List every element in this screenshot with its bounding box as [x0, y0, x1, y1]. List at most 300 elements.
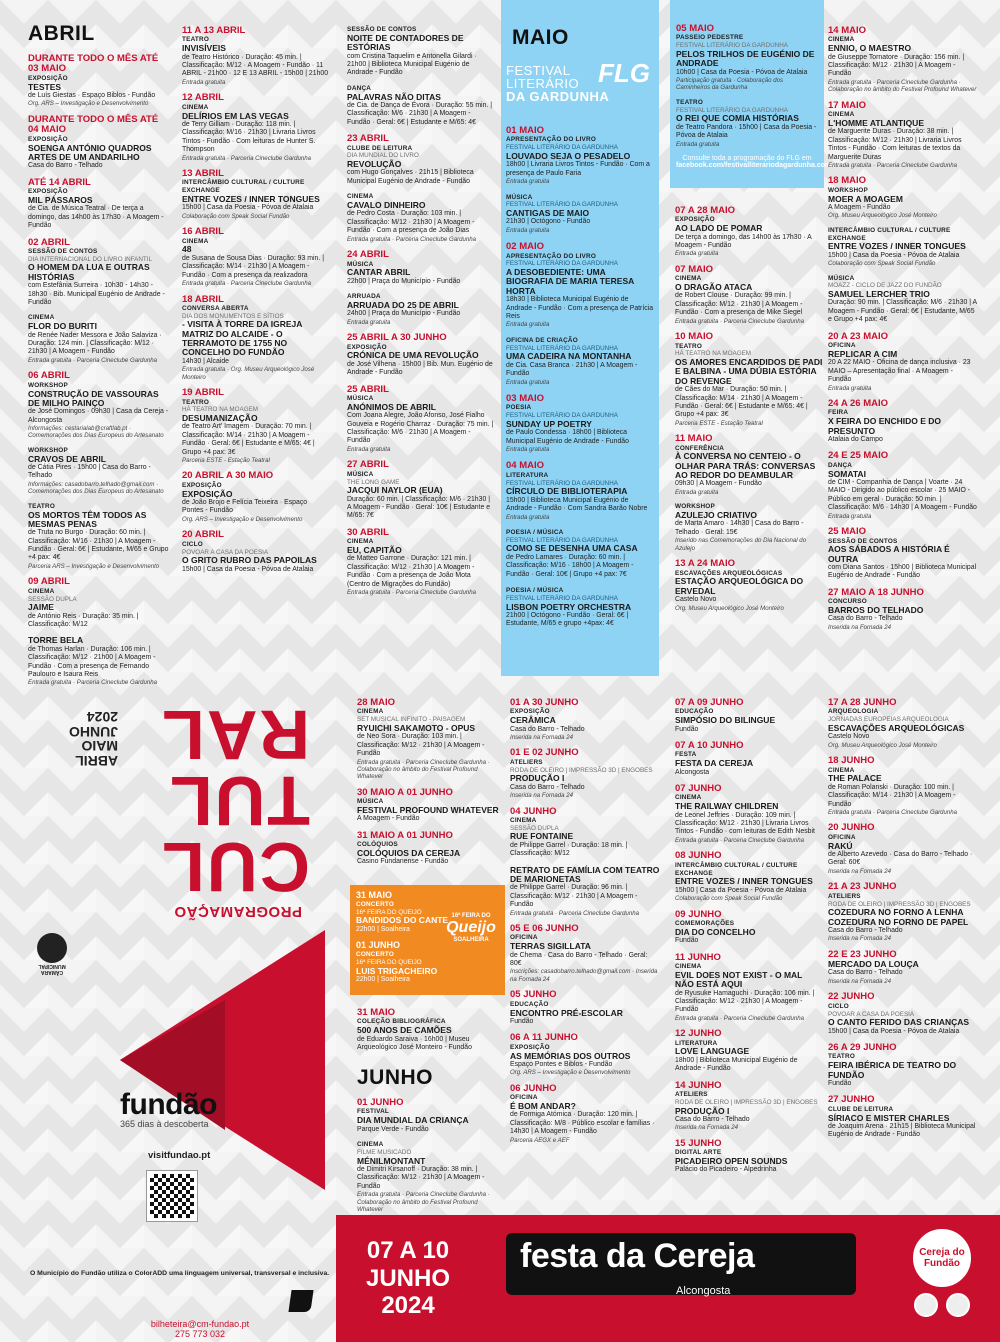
event-item — [828, 756, 978, 816]
event-info: de Paulo Condessa · 18h00 | Biblioteca Municipal Eugénio de Andrade - Fundão — [506, 429, 629, 445]
event-extra: Entrada gratuita · Parceria Cineclube Gardunha — [347, 235, 477, 243]
event-item — [828, 992, 978, 1036]
event-info: com Diana Santos · 15h00 | Biblioteca Municipal Eugénio de Andrade - Fundão — [828, 564, 977, 580]
event-item — [506, 529, 654, 579]
event-category: CINEMA — [675, 963, 702, 971]
bilheteira-email[interactable]: bilheteira@cm-fundao.pt — [150, 1319, 250, 1329]
queijo-logo: 16ª FEIRA DO Queijo SOALHEIRA — [446, 913, 496, 943]
event-title: L'HOMME ATLANTIQUE — [828, 117, 924, 128]
event-category: TEATRO — [182, 398, 209, 406]
event-extra: Inserido nas Comemorações do Dia Nacional do Azulejo — [675, 537, 807, 552]
event-title: ENTRE VOZES / INNER TONGUES — [675, 876, 813, 887]
event-title: INVISÍVEIS — [182, 43, 226, 54]
event-extra: Entrada gratuita — [828, 384, 872, 392]
event-date: 17 A 28 JUNHO — [828, 697, 897, 708]
event-item — [28, 178, 170, 231]
event-date: 14 JUNHO — [675, 1079, 722, 1091]
event-date: 03 MAIO — [506, 392, 545, 404]
event-item — [675, 1081, 823, 1132]
event-item — [675, 741, 823, 777]
event-extra: Entrada gratuita · Parceria Cineclube Gardunha — [182, 154, 312, 162]
event-title: TORRE BELA — [28, 635, 84, 646]
event-title: - VISITA À TORRE DA IGREJA MATRIZ DO ALCAIDE - O TERRAMOTO DE 1755 NO CONCELHO DO FUNDÃO — [182, 319, 303, 358]
flg-maio-panel — [501, 0, 659, 676]
event-info: 15h00 | Casa da Poesia - Póvoa de Atalaia — [828, 251, 960, 259]
year-month-3: JUNHO — [68, 723, 118, 740]
event-date: 07 A 28 MAIO — [675, 205, 736, 216]
event-date: 17 MAIO — [828, 99, 867, 111]
event-category: CLUBE DE LEITURA — [347, 144, 413, 152]
event-item — [675, 784, 823, 844]
event-extra: Colaboração com Speak Social Fundão — [828, 260, 936, 268]
event-date: 20 A 23 MAIO — [828, 330, 889, 342]
event-title: FESTA DA CEREJA — [675, 758, 754, 769]
event-category: CINEMA — [510, 816, 537, 824]
event-category: POESIA / MÚSICA — [506, 529, 564, 536]
event-info: Atalaia do Campo — [828, 435, 883, 443]
event-category: CONCERTO — [356, 951, 395, 959]
event-category: CINEMA — [28, 314, 55, 322]
event-extra: Entrada gratuita · Parceria Cineclube Gardunha — [828, 808, 958, 816]
event-date: DURANTE TODO O MÊS ATÉ 04 MAIO — [28, 113, 159, 136]
event-extra: Entrada gratuita — [675, 250, 719, 258]
event-title: DELÍRIOS EM LAS VEGAS — [182, 110, 289, 121]
col-abril-3 — [347, 26, 495, 666]
event-item — [28, 636, 170, 686]
event-category: ESCAVAÇÕES ARQUEOLÓGICAS — [675, 569, 783, 577]
event-info: 14h30 | Alcaide — [182, 357, 229, 365]
event-info: 18h00 | Biblioteca Municipal Eugénio de Andrade - Fundão — [675, 1056, 798, 1073]
event-title: A DESOBEDIENTE: UMA BIOGRAFIA DE MARIA TERESA HORTA — [506, 267, 634, 296]
event-extra: Entrada gratuita — [828, 512, 872, 520]
event-date: 23 ABRIL — [347, 133, 389, 145]
event-info: Casa do Barro - Telhado — [828, 615, 903, 623]
event-date: 24 E 25 MAIO — [828, 450, 889, 462]
event-info: 24h00 | Praça do Município - Fundão — [347, 310, 461, 318]
event-category: APRESENTAÇÃO DO LIVRO — [506, 252, 597, 260]
event-date: 19 ABRIL — [182, 387, 224, 399]
event-info: Duração: 60 min. | Classificação: M/6 · 21h30 | A Moagem - Fundão · Geral: 10€ | Estudante e M/65: 7€ — [347, 495, 491, 520]
event-category: OFICINA — [510, 934, 538, 942]
event-category: MÚSICA — [506, 193, 533, 201]
event-item — [182, 169, 330, 220]
event-title: FLOR DO BURITI — [28, 321, 97, 332]
event-item — [510, 698, 660, 741]
event-subtitle: FESTIVAL LITERÁRIO DA GARDUNHA — [506, 594, 618, 602]
event-item — [347, 528, 495, 597]
event-item — [828, 176, 978, 219]
event-title: THE PALACE — [828, 773, 882, 784]
event-info: de Eduardo Saraiva · 16h00 | Museu Arqueológico José Monteiro - Fundão — [357, 1035, 472, 1052]
event-extra: Inscrições: casadobarro.telhado@gmail.com · Inserida na Fornada 24 — [510, 968, 658, 983]
event-extra: Entrada gratuita · Parceria Cineclube Gardunha — [675, 317, 805, 325]
event-category: EXPOSIÇÃO — [28, 188, 68, 196]
event-extra: Org. ARS – Investigação e Desenvolvimento — [28, 100, 149, 108]
event-info: Espaço Pontes e Biblos - Fundão — [510, 1060, 613, 1068]
event-category: APRESENTAÇÃO DO LIVRO — [506, 136, 597, 144]
event-extra: Entrada gratuita — [347, 318, 391, 326]
event-title: THE RAILWAY CHILDREN — [675, 801, 779, 812]
cereja-badge: Cereja do Fundão — [913, 1229, 971, 1287]
event-info: de Susana de Sousa Dias · Duração: 93 min. | Classificação: M/14 · 21h30 | A Moagem - Fundão · Com a presença da realizadora — [182, 254, 324, 279]
event-category: ATELIERS — [510, 758, 543, 766]
event-category: CICLO — [182, 540, 203, 548]
event-item — [347, 85, 495, 127]
event-category: DANÇA — [828, 461, 853, 469]
event-date: 06 A 11 JUNHO — [510, 1032, 578, 1044]
event-info: 21h00 | Octógono - Fundão · Geral: 6€ | Estudante, M/65 e grupo +4pax: 4€ — [506, 611, 629, 628]
event-subtitle: SESSÃO DUPLA — [510, 824, 559, 832]
event-item — [357, 831, 505, 867]
event-title: ENTRE VOZES / INNER TONGUES — [828, 241, 966, 252]
event-subtitle: FESTIVAL LITERÁRIO DA GARDUNHA — [676, 106, 788, 114]
event-category: INTERCÂMBIO CULTURAL / CULTURE EXCHANGE — [828, 226, 951, 242]
event-date: 22 JUNHO — [828, 991, 875, 1003]
visit-link[interactable]: visitfundao.pt — [148, 1150, 211, 1161]
event-date: 27 ABRIL — [347, 459, 389, 471]
event-date: 20 ABRIL A 30 MAIO — [182, 470, 274, 482]
event-date: ATÉ 14 ABRIL — [28, 176, 91, 188]
event-item — [828, 527, 978, 581]
col-junho-1 — [357, 1066, 505, 1216]
event-date: 01 JUNHO — [357, 1097, 404, 1108]
event-category: CONVERSA ABERTA — [182, 304, 249, 312]
event-info: 15h00 | Casa da Poesia - Póvoa de Atalaia — [828, 1027, 960, 1035]
event-category: TEATRO — [828, 1053, 855, 1061]
event-extra: Inserida na Fornada 24 — [828, 977, 892, 985]
event-title: DIA DO CONCELHO — [675, 926, 756, 937]
event-category: CINEMA — [828, 766, 855, 774]
event-title: LOUVADO SEJA O PESADELO — [506, 150, 631, 161]
event-item — [506, 394, 654, 454]
festa-location: Alcongosta — [676, 1285, 731, 1297]
event-info: de Terry Gilliam · Duração: 118 min. | Classificação: M/16 · 21h30 | Livraria Livros Tintos - Fundão · Com leituras de Hunter S. Thompson — [182, 120, 316, 154]
event-item — [28, 371, 170, 440]
event-title: PELOS TRILHOS DE EUGÉNIO DE ANDRADE — [676, 48, 815, 69]
event-category: CINEMA — [828, 36, 855, 44]
event-subtitle: RODA DE OLEIRO | IMPRESSÃO 3D | ENGOBES — [510, 766, 653, 774]
event-category: WORKSHOP — [28, 446, 68, 454]
event-title: BARROS DO TELHADO — [828, 605, 924, 616]
event-item — [675, 910, 823, 946]
col-junho-4 — [828, 698, 978, 1213]
event-category: INTERCÂMBIO CULTURAL / CULTURE EXCHANGE — [675, 861, 798, 877]
event-item — [357, 1008, 505, 1052]
event-item — [347, 193, 495, 243]
event-subtitle: MOAZZ - CICLO DE JAZZ DO FUNDÃO — [828, 282, 942, 290]
event-category: FESTA — [675, 751, 697, 759]
event-title: PRODUÇÃO I — [675, 1105, 730, 1116]
fundao-logo: fundão 365 dias à descoberta — [120, 1088, 217, 1129]
event-title: O GRITO RUBRO DAS PAPOILAS — [182, 555, 317, 566]
event-item — [675, 1139, 823, 1175]
event-title: PRODUÇÃO I — [510, 773, 565, 784]
event-info: Casa do Barro - Telhado — [675, 1115, 750, 1123]
event-category: TEATRO — [675, 342, 702, 350]
event-date: 26 A 29 JUNHO — [828, 1042, 897, 1054]
event-extra: Entrada gratuita — [675, 488, 719, 496]
event-item — [182, 26, 330, 86]
event-subtitle: FESTIVAL LITERÁRIO DA GARDUNHA — [506, 201, 618, 209]
event-category: COLÓQUIOS — [357, 841, 398, 849]
event-extra: Entrada gratuita · Parceria Cineclube Gardunha · Colaboração no âmbito do Festival Profound Whatever — [357, 1191, 490, 1213]
event-category: EXPOSIÇÃO — [28, 74, 68, 82]
event-item — [506, 126, 654, 186]
event-title: OS AMORES ENCARDIDOS DE PADI E BALBINA - UMA DÚBIA ESTÓRIA DO REVENGE — [675, 357, 823, 386]
event-title: COZEDURA NO FORNO A LENHA COZEDURA NO FORNO DE PAPEL — [828, 907, 969, 927]
event-title: DESUMANIZAÇÃO — [182, 413, 258, 423]
event-info: Fundão — [675, 937, 699, 945]
event-date: 11 JUNHO — [675, 951, 721, 963]
event-category: FEIRA — [828, 409, 849, 417]
event-info: 22h00 | Praça do Município - Fundão — [347, 277, 461, 285]
event-category: CINEMA — [357, 708, 384, 716]
flg-logo-text: FESTIVAL LITERÁRIO DA GARDUNHA — [506, 63, 610, 104]
event-item — [828, 451, 978, 520]
event-title: O HOMEM DA LUA E OUTRAS HISTÓRIAS — [28, 262, 150, 282]
event-date: 13 ABRIL — [182, 167, 224, 179]
event-date: 07 A 10 JUNHO — [675, 740, 744, 752]
event-title: RETRATO DE FAMÍLIA COM TEATRO DE MARIONETAS — [510, 864, 660, 884]
event-item — [828, 823, 978, 875]
event-extra: Entrada gratuita · Parceria Cineclube Gardunha — [182, 280, 312, 288]
qr-code[interactable] — [146, 1170, 198, 1222]
festa-cereja-banner — [336, 1215, 1000, 1342]
event-info: de Ryusuke Hamaguchi · Duração: 106 min. | Classificação: M/12 · 21h30 | A Moagem - Fundão — [675, 989, 815, 1014]
event-date: 20 JUNHO — [828, 822, 875, 834]
event-title: EVIL DOES NOT EXIST - O MAL NÃO ESTÁ AQUI — [675, 969, 803, 990]
event-extra: Inserida na Fornada 24 — [510, 734, 574, 742]
event-date: 30 MAIO A 01 JUNHO — [357, 786, 453, 798]
event-info: 10h00 | Casa da Poesia - Póvoa de Atalaia — [676, 68, 808, 76]
event-info: de Cães do Mar · Duração: 50 min. | Classificação: M/14 · 21h30 | A Moagem - Fundão · Geral: 6€ | Estudante e M/65: 4€ | Grupo +4 pax: 3€ — [675, 386, 808, 419]
event-date: 27 MAIO A 18 JUNHO — [828, 586, 924, 598]
event-info: com Hugo Gonçalves · 21h15 | Biblioteca Municipal Eugénio de Andrade - Fundão — [347, 169, 474, 185]
event-info: 18h00 | Livraria Livros Tintos - Fundão · Com a presença de Paulo Faria — [506, 161, 650, 177]
coloradd-disclaimer: O Município do Fundão utiliza o ColorADD uma linguagem universal, transversal e inclusiva. — [30, 1270, 330, 1277]
event-item — [675, 503, 823, 552]
event-title: PICADEIRO OPEN SOUNDS — [675, 1156, 788, 1166]
col-abril-2 — [182, 26, 330, 666]
event-category: OFICINA — [510, 1094, 538, 1102]
event-extra: Inserida na Fornada 24 — [510, 792, 574, 800]
event-title: COMO SE DESENHA UMA CASA — [506, 543, 638, 554]
event-subtitle: THE LONG GAME — [347, 478, 400, 486]
year-number: 2024 — [86, 708, 118, 725]
event-info: com Estefânia Surreira · 10h30 - 14h30 - 18h30 · Bib. Municipal Eugénio de Andrade - Fundão — [28, 282, 165, 306]
event-category: EXPOSIÇÃO — [510, 708, 550, 716]
event-info: de Marguerite Duras · Duração: 38 min. | Classificação: M/12 · 21h30 | Livraria Livros Tintos - Fundão · Com leituras de textos da Marguerite Duras — [828, 128, 962, 161]
event-item — [506, 194, 654, 235]
event-info: de Philippe Garrel · Duração: 18 min. | Classificação: M/12 — [510, 841, 628, 858]
event-subtitle: FILME MUSICADO — [357, 1148, 412, 1156]
event-category: WORKSHOP — [828, 186, 868, 194]
event-title: RYUICHI SAKAMOTO - OPUS — [357, 722, 476, 733]
event-item — [828, 101, 978, 170]
event-subtitle: 16ª FEIRA DO QUEIJO — [356, 908, 422, 916]
partner-logos — [902, 1229, 982, 1329]
event-extra: Informações: cestarialab@craftlab.pt · Comemorações dos Dias Europeus do Artesanato — [28, 425, 164, 440]
event-date: 05 MAIO — [676, 23, 715, 34]
event-title: FEIRA IBÉRICA DE TEATRO DO FUNDÃO — [828, 1060, 957, 1080]
event-title: 48 — [182, 244, 192, 255]
event-item — [675, 265, 823, 325]
event-date: 04 JUNHO — [510, 805, 557, 817]
event-title: ESTAÇÃO ARQUEOLÓGICA DO ERVEDAL — [675, 576, 804, 596]
event-extra: Entrada gratuita · Parceria Cineclube Gardunha — [675, 1014, 805, 1022]
event-title: ENNIO, O MAESTRO — [828, 43, 912, 54]
event-subtitle: JORNADAS EUROPEIAS ARQUEOLOGIA — [828, 716, 949, 724]
event-subtitle: FESTIVAL LITERÁRIO DA GARDUNHA — [506, 412, 618, 420]
event-info: de Formiga Atómica · Duração: 120 min. | Classificação: M/8 · Público escolar e famílias · 14h30 | A Moagem - Fundão — [510, 1111, 655, 1136]
event-info: A Moagem - Fundão — [828, 204, 891, 211]
event-item — [675, 851, 823, 902]
event-item — [506, 587, 654, 629]
tul-word: TUL — [167, 762, 310, 840]
event-subtitle: SESSÃO DUPLA — [28, 595, 77, 603]
event-info: Palácio do Picadeiro - Alpedrinha — [675, 1166, 777, 1174]
event-item — [828, 588, 978, 631]
event-title: MIL PÁSSAROS — [28, 194, 93, 205]
event-info: de Renée Nader Messora e João Salaviza · Duração: 124 min. | Classificação: M/12 · 21h30 | A Moagem - Fundão — [28, 331, 162, 356]
event-category: CINEMA — [28, 587, 55, 595]
event-subtitle: FESTIVAL LITERÁRIO DA GARDUNHA — [676, 42, 788, 50]
event-extra: Entrada gratuita — [182, 78, 226, 86]
event-item — [828, 227, 978, 268]
event-title: UMA CADEIRA NA MONTANHA — [506, 351, 632, 362]
event-extra: Org. ARS – Investigação e Desenvolvimento — [182, 515, 303, 523]
event-category: CINEMA — [357, 1141, 384, 1149]
event-info: De terça a domingo, das 14h00 às 17h30 · A Moagem - Fundão — [675, 233, 812, 250]
event-item — [28, 54, 170, 108]
flg-link[interactable]: facebook.com/festivalliterariodagardunha.com — [676, 161, 832, 169]
event-item — [182, 227, 330, 287]
event-title: BANDIDOS DO CANTE — [356, 915, 449, 926]
event-title: ENTRE VOZES / INNER TONGUES — [182, 194, 320, 205]
event-date: 15 JUNHO — [675, 1137, 722, 1149]
event-date: 06 JUNHO — [510, 1082, 557, 1094]
event-item — [182, 530, 330, 574]
event-date: 04 MAIO — [506, 460, 545, 472]
event-item — [675, 332, 823, 427]
event-info: A Moagem - Fundão — [357, 815, 420, 823]
event-category: FESTIVAL — [357, 1108, 390, 1116]
event-info: 21h30 | Octógono - Fundão — [506, 218, 591, 226]
event-title: 500 ANOS DE CAMÕES — [357, 1025, 452, 1036]
event-date: 02 ABRIL — [28, 236, 70, 248]
event-extra: Parceria AEGX e AEF — [510, 1136, 570, 1144]
event-title: CANTAR ABRIL — [347, 267, 411, 278]
month-title: ABRIL — [28, 22, 95, 45]
event-item — [675, 698, 823, 734]
event-item — [357, 1141, 505, 1213]
event-info: de Giuseppe Tornatore · Duração: 156 min. | Classificação: M/12 · 21h30 | A Moagem - Fundão — [828, 53, 965, 78]
event-category: ATELIERS — [828, 892, 861, 900]
event-item — [510, 748, 660, 799]
event-date: 22 E 23 JUNHO — [828, 948, 897, 960]
event-category: TEATRO — [182, 36, 209, 44]
event-item — [510, 1084, 660, 1144]
event-category: CONCERTO — [356, 900, 395, 908]
event-extra: Parceria ARS – Investigação e Desenvolvimento — [28, 562, 160, 570]
event-info: Com Joana Alegre, João Afonso, José Fialho Gouveia e Rogério Charraz · Duração: 75 min. | Classificação: M/6 · 21h30 | A Moagem - Fundão — [347, 412, 494, 445]
event-item — [28, 447, 170, 496]
event-category: COMEMORAÇÕES — [675, 920, 735, 927]
event-extra: Entrada gratuita — [506, 378, 550, 386]
event-extra: Colaboração com Speak Social Fundão — [182, 212, 290, 220]
event-category: ARRUADA — [347, 293, 381, 301]
event-subtitle: FESTIVAL LITERÁRIO DA GARDUNHA — [506, 479, 618, 487]
event-subtitle: RODA DE OLEIRO | IMPRESSÃO 3D | ENGOBES — [675, 1098, 818, 1106]
event-item — [828, 882, 978, 942]
event-date: 24 ABRIL — [347, 249, 389, 261]
event-category: TEATRO — [676, 98, 703, 106]
event-category: POESIA — [506, 404, 532, 412]
event-date: 24 A 26 MAIO — [828, 398, 889, 410]
event-category: LITERATURA — [675, 1039, 718, 1047]
event-date: 07 MAIO — [675, 263, 714, 275]
event-item — [347, 293, 495, 326]
event-date: 11 MAIO — [675, 433, 713, 445]
event-category: SESSÃO DE CONTOS — [828, 537, 898, 545]
event-extra: Org. ARS – Investigação e Desenvolvimento — [510, 1069, 631, 1077]
event-date: 12 JUNHO — [675, 1028, 722, 1040]
event-title: FESTIVAL PROFOUND WHATEVER — [357, 805, 499, 816]
event-title: RUE FONTAINE — [510, 831, 574, 842]
event-item — [676, 99, 818, 148]
event-category: COLEÇÃO BIBLIOGRÁFICA — [357, 1018, 446, 1026]
event-subtitle: FESTIVAL LITERÁRIO DA GARDUNHA — [506, 260, 618, 268]
event-info: de Teatro Art' Imagem · Duração: 70 min. | Classificação: M/14 · 21h30 | A Moagem - Fundão · Geral: 6€ | Estudante e M/65: 4€ | Grupo +4 pax: 3€ — [182, 423, 315, 456]
event-date: 05 JUNHO — [510, 989, 557, 1001]
event-info: 09h30 | A Moagem - Fundão — [675, 480, 762, 488]
event-item — [182, 471, 330, 523]
event-date: 21 A 23 JUNHO — [828, 881, 897, 893]
event-subtitle: HÁ TEATRO NA MOAGEM — [182, 406, 259, 414]
event-category: POESIA / MÚSICA — [506, 587, 564, 595]
event-info: Fundão — [510, 1017, 534, 1025]
event-info: Casino Fundanense - Fundão — [357, 858, 449, 866]
event-item — [828, 332, 978, 392]
event-date: 12 ABRIL — [182, 92, 224, 104]
event-info: de Luís Giestas · Espaço Biblos - Fundão — [28, 92, 156, 100]
event-subtitle: POVOAR A CASA DA POESIA — [182, 548, 269, 556]
event-title: OS MORTOS TÊM TODOS AS MESMAS PENAS — [28, 509, 147, 529]
col-maio-3 — [828, 26, 978, 686]
event-extra: Entrada gratuita · Parceria Cineclube Gardunha — [28, 356, 158, 364]
col-maio-4 — [357, 698, 505, 883]
event-info: Casa do Barro - Telhado — [828, 969, 903, 977]
event-item — [828, 950, 978, 986]
event-item — [347, 385, 495, 454]
event-info: de CIM - Companhia de Dança | Voarte · 24 MAIO - Dirigido ao público escolar · 25 MAIO - Público em geral · Duração: 50 min. | Classificação: M/6 · 14h30 | A Moagem - Fundão — [828, 478, 977, 512]
event-extra: Parceria ESTE - Estação Teatral — [182, 457, 270, 465]
event-title: ARRUADA DO 25 DE ABRIL — [347, 299, 459, 310]
event-title: ANÓNIMOS DE ABRIL — [347, 401, 436, 412]
event-category: CICLO — [828, 1002, 849, 1010]
event-category: CINEMA — [182, 103, 209, 111]
bilheteira-phone[interactable]: 275 773 032 — [174, 1328, 226, 1339]
event-info: 22h00 | Soalheira — [356, 925, 410, 933]
event-subtitle: 16ª FEIRA DO QUEIJO — [356, 958, 422, 966]
event-subtitle: FESTIVAL LITERÁRIO DA GARDUNHA — [506, 344, 618, 352]
event-category: EXPOSIÇÃO — [28, 135, 68, 143]
event-category: SESSÃO DE CONTOS — [347, 26, 417, 33]
event-info: de Robert Clouse · Duração: 99 min. | Classificação: M/12 · 21h30 | A Moagem - Fundão · Com a presença de Mike Siegel — [675, 292, 803, 317]
camara-municipal-logo: CÂMARA MUNICIPAL — [34, 933, 70, 973]
event-title: CANTIGAS DE MAIO — [506, 208, 590, 219]
event-info: de Leonel Jeffries · Duração: 109 min. | Classificação: M/12 · 21h30 | Livraria Livros Tintos - Fundão · com leituras de Edith Nesbit — [675, 811, 815, 836]
